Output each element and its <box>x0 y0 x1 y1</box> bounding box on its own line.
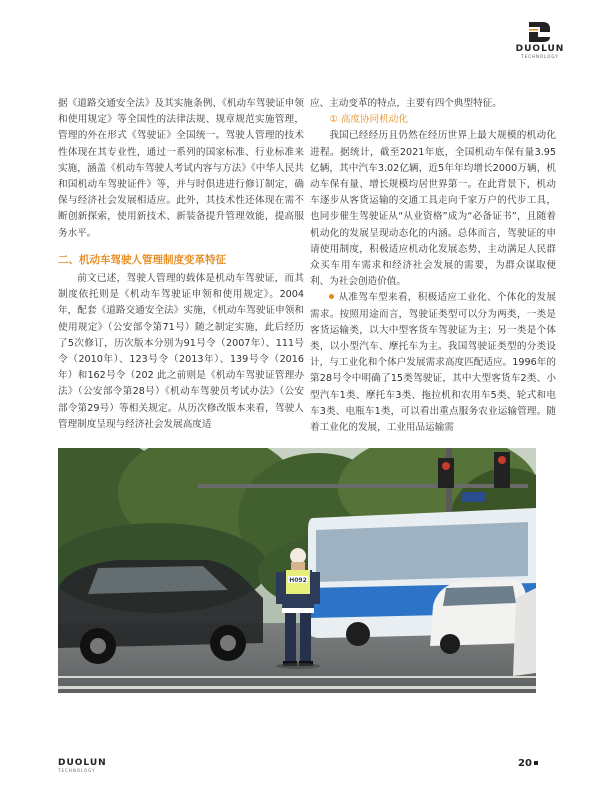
paragraph: 我国已经经历且仍然在经历世界上最大规模的机动化进程。据统计，截至2021年底，全国机动车保有量3.95亿辆，其中汽车3.02亿辆，近5年年均增长2000万辆，机动车保有量、增长规模均居世界第一。在此背景下，机动车逐步从客货运输的交通工具走向千家万户的代步工具，也同步催生驾驶证从“从业资格”成为“必备证书”，且随着机动化的发展呈现动态化的内涵。总体而言，驾驶证的申请使用制度，积极适应机动化发展态势，主动满足人民群众买车用车需求和经济社会发展的需要，为群众谋取便利、为社会创造价值。 <box>310 130 556 288</box>
section-heading: 二、机动车驾驶人管理制度变革特征 <box>58 253 226 266</box>
brand-tagline: TECHNOLOGY <box>521 54 559 59</box>
page-number <box>518 758 538 769</box>
brand-logo-bottom <box>58 758 118 778</box>
intersection-scene-illustration <box>58 448 536 693</box>
page-number-dot-icon <box>534 761 538 765</box>
traffic-police-photo <box>58 448 536 693</box>
left-column <box>58 96 304 433</box>
page-number-value: 20 <box>518 758 532 769</box>
sub-heading: ① 高度协同机动化 <box>329 114 408 126</box>
bullet-paragraph <box>310 290 556 436</box>
vest-plate-text: H092 <box>289 577 307 584</box>
right-column <box>310 96 556 436</box>
bullet-text: 从准驾车型来看，积极适应工业化、个体化的发展需求。按照用途而言，驾驶证类型可以分为两类，一类是客货运输类，以大中型客货车驾驶证为主；另一类是个体类，以小型汽车、摩托车为主。我国驾驶证类型的分类设计，与工业化和个体户发展需求高度匹配适应。1996年的第28号令中明确了15类驾驶证，其中大型客货车2类、小型汽车1类、摩托车3类、拖拉机和农用车5类、轮式和电车3类、电瓶车1类，可以看出重点服务农业运输管理。随着工业化的发展，工业用品运输需 <box>310 292 556 434</box>
brand-name: DUOLUN <box>515 44 565 54</box>
paragraph: 据《道路交通安全法》及其实施条例、《机动车驾驶证申领和使用规定》等全国性的法律法规、规章规范实施管理，管理的外在形式《驾驶证》全国统一。驾驶人管理的技术性体现在其专业性，通过一系列的国家标准、行业标准来实施，涵盖《机动车驾驶人考试内容与方法》《中华人民共和国机动车驾驶证件》等，并与时俱进进行修订制定，确保与经济社会发展相适应。此外，其技术性还体现在需不断创新探索，使用新技术、新装备提升管理效能，提高服务水平。 <box>58 98 304 239</box>
brand-name-footer: DUOLUN <box>58 758 107 768</box>
duolun-logo-icon <box>526 20 552 44</box>
paragraph: 应、主动变革的特点，主要有四个典型特征。 <box>310 98 502 109</box>
paragraph: 前文已述，驾驶人管理的载体是机动车驾驶证，而其制度依托则是《机动车驾驶证申领和使用规定》。2004年，配套《道路交通安全法》实施，《机动车驾驶证申领和使用规定》（公安部令第71号）随之制定实施，此后经历了5次修订，历次版本分别为91号令（2007年）、111号令（2010年）、123号令（2013年）、139号令（2016年）和162号令（202 此之前则是《机动车驾驶证管理办法》（公安部令第28号）《机动车驾驶员考试办法》（公安部令第29号）等相关规定。从历次修改版本来看，驾驶人管理制度呈现与经济社会发展高度适 <box>58 273 304 430</box>
brand-tagline-footer: TECHNOLOGY <box>58 768 96 773</box>
brand-logo-top <box>504 20 576 60</box>
bullet-icon <box>329 294 334 299</box>
